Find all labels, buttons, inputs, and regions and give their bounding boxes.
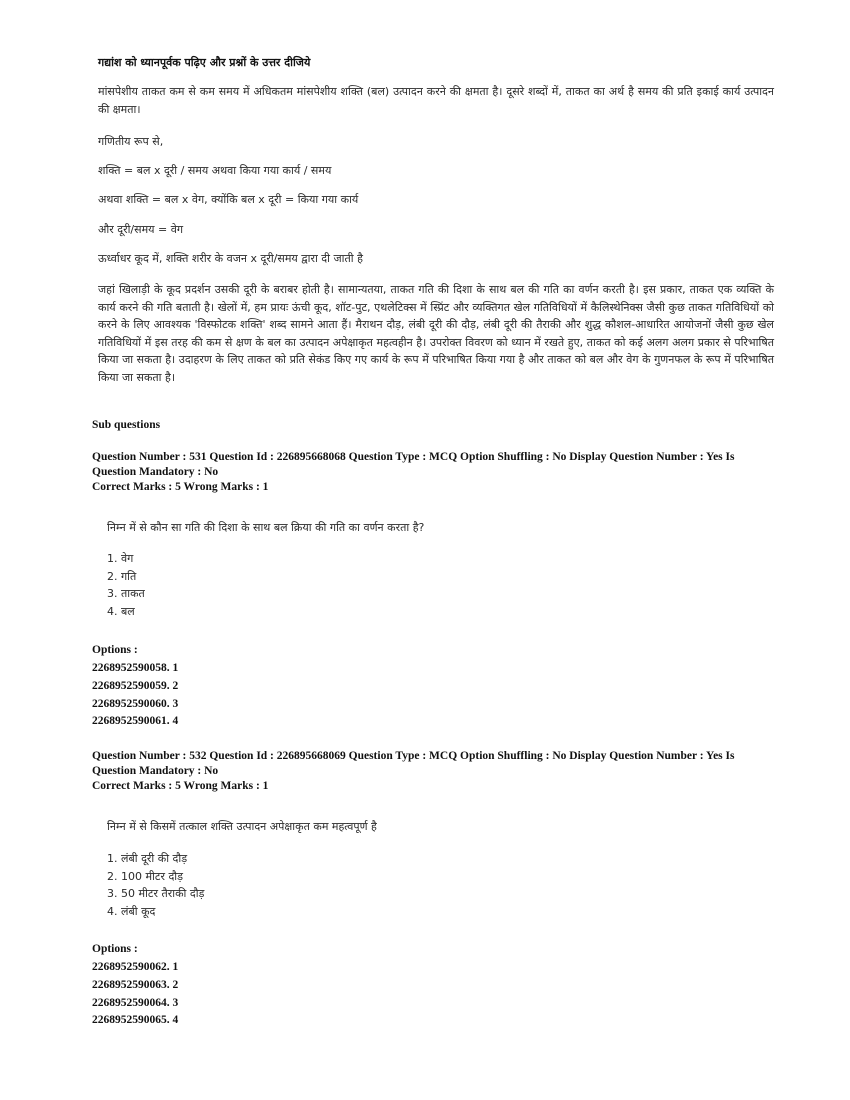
question-mandatory: Question Mandatory : No bbox=[92, 466, 219, 478]
question-mandatory: Question Mandatory : No bbox=[92, 765, 219, 777]
choice-item: 4. बल bbox=[107, 604, 135, 618]
question-text: निम्न में से किसमें तत्काल शक्ति उत्पादन अपेक्षाकृत कम महत्वपूर्ण है bbox=[107, 820, 377, 833]
sub-questions-heading: Sub questions bbox=[92, 419, 161, 431]
vertical-jump-line: ऊर्ध्वाधर कूद में, शक्ति शरीर के वजन x दूरी/समय द्वारा दी जाती है bbox=[98, 252, 363, 265]
options-label: Options : bbox=[92, 943, 138, 955]
choice-item: 3. 50 मीटर तैराकी दौड़ bbox=[107, 887, 205, 900]
answer-option: 2268952590062. 1 bbox=[92, 961, 179, 973]
choice-list bbox=[107, 850, 204, 920]
choice-item: 3. ताकत bbox=[107, 587, 145, 600]
choice-item: 4. लंबी कूद bbox=[107, 904, 156, 918]
choice-item: 2. गति bbox=[107, 569, 137, 583]
choice-item: 1. लंबी दूरी की दौड़ bbox=[107, 852, 188, 865]
question-meta: Question Number : 532 Question Id : 226895668069 Question Type : MCQ Option Shuffling : No Display Question Number : Yes Is bbox=[92, 750, 735, 762]
question-marks: Correct Marks : 5 Wrong Marks : 1 bbox=[92, 481, 269, 493]
answer-option: 2268952590065. 4 bbox=[92, 1014, 179, 1027]
answer-option: 2268952590059. 2 bbox=[92, 679, 179, 692]
question-text: निम्न में से कौन सा गति की दिशा के साथ बल क्रिया की गति का वर्णन करता है? bbox=[107, 521, 425, 534]
choice-item: 1. वेग bbox=[107, 552, 134, 565]
answer-option: 2268952590064. 3 bbox=[92, 996, 179, 1009]
formula-3: और दूरी/समय = वेग bbox=[98, 223, 184, 236]
choice-item: 2. 100 मीटर दौड़ bbox=[107, 869, 184, 883]
choice-list bbox=[107, 550, 145, 620]
formula-2: अथवा शक्ति = बल x वेग, क्योंकि बल x दूरी = किया गया कार्य bbox=[98, 193, 359, 206]
question-meta: Question Number : 531 Question Id : 226895668068 Question Type : MCQ Option Shuffling : No Display Question Number : Yes Is bbox=[92, 451, 735, 463]
passage-instruction: गद्यांश को ध्यानपूर्वक पढ़िए और प्रश्नों के उत्तर दीजिये bbox=[98, 56, 311, 69]
question-marks: Correct Marks : 5 Wrong Marks : 1 bbox=[92, 780, 269, 792]
formula-1: शक्ति = बल x दूरी / समय अथवा किया गया कार्य / समय bbox=[98, 164, 332, 177]
answer-options bbox=[92, 660, 178, 731]
passage-body: जहां खिलाड़ी के कूद प्रदर्शन उसकी दूरी के बराबर होती है। सामान्यतया, ताकत गति की दिशा के साथ बल की गति का वर्णन करती है। इस प्रकार, ताकत एक व्यक्ति के कार्य करने की गति बताती है। खेलों में, हम प्रायः ऊंची कूद, शॉट-पुट, एथलेटिक्स में स्प्रिंट और व्यक्तिगत खेल गतिविधियों में कैलिस्थेनिक्स जैसी कुछ ताकत गतिविधियों को करने के लिए आवश्यक 'विस्फोटक शक्ति' शब्द सामने आता हैं। मैराथन दौड़, लंबी दूरी की दौड़, लंबी दूरी की तैराकी और शुद्ध कौशल-आधारित आयोजनों जैसी कुछ खेल गतिविधियों में इस तरह की कम से क्षण के बल का उत्पादन अपेक्षाकृत महत्वहीन है। उपरोक्त विवरण को ध्यान में रखते हुए, ताकत को कई अलग अलग प्रकार से परिभाषित किया जा सकता है। उदाहरण के लिए ताकत को प्रति सेकंड किए गए कार्य के रूप में परिभाषित किया गया है और ताकत को बल और वेग के गुणनफल के रूप में परिभाषित किया जा सकता है। bbox=[98, 283, 774, 384]
answer-option: 2268952590060. 3 bbox=[92, 697, 179, 710]
answer-option: 2268952590061. 4 bbox=[92, 715, 179, 728]
answer-option: 2268952590063. 2 bbox=[92, 978, 179, 991]
options-label: Options : bbox=[92, 644, 138, 656]
answer-options bbox=[92, 959, 178, 1030]
answer-option: 2268952590058. 1 bbox=[92, 662, 179, 674]
passage-intro: मांसपेशीय ताकत कम से कम समय में अधिकतम मांसपेशीय शक्ति (बल) उत्पादन करने की क्षमता है। दूसरे शब्दों में, ताकत का अर्थ है समय की प्रति इकाई कार्य उत्पादन की क्षमता। bbox=[98, 85, 774, 116]
math-label: गणितीय रूप से, bbox=[98, 135, 164, 148]
